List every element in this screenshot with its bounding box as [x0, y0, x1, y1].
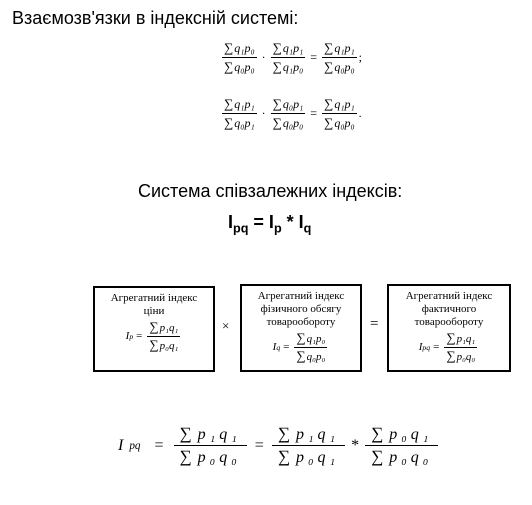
equation-1: $\frac{\text{∑q₁p₀}}{\text{∑q₀p₀}}$ · $\frac{\text{∑q₁p₁}}{\text{∑q₁p₀}}$ = $\frac{\text{∑q₁p₁}}{\text{∑q₀p₀}}$ ;: [224, 40, 362, 74]
main-formula: $I_{pq} = I_p * I_q$: [228, 212, 312, 236]
eq2-fraction-3: $\frac{\text{∑q₁p₁}}{\text{∑q₀p₀}}$: [324, 96, 355, 130]
turnover-index-formula: I pq = $\frac{\text{∑p₁q₁}}{\text{∑p₀q₀}}$: [418, 330, 476, 363]
eq2-fraction-1: $\frac{\text{∑q₁p₁}}{\text{∑q₀p₁}}$: [224, 96, 255, 130]
expanded-formula: I pq = $\frac{\text{∑ p₁q₁}}{\text{∑ p₀q₀}}$ = $\frac{\text{∑ p₁q₁}}{\text{∑ p₀q₁}}$ * $\frac{\text{∑ p₀q₁}}{\text{∑ p₀q₀}}$: [118, 424, 440, 467]
expanded-fraction-2: $\frac{\text{∑ p₁q₁}}{\text{∑ p₀q₁}}$: [272, 424, 345, 467]
eq1-fraction-3: $\frac{\text{∑q₁p₁}}{\text{∑q₀p₀}}$: [324, 40, 355, 74]
times-operator: ×: [222, 318, 230, 333]
equation-2: $\frac{\text{∑q₁p₁}}{\text{∑q₀p₁}}$ · $\frac{\text{∑q₀p₁}}{\text{∑q₀p₀}}$ = $\frac{\text{∑q₁p₁}}{\text{∑q₀p₀}}$ .: [224, 96, 362, 130]
quantity-index-box: Агрегатний індекс фізичного обсягу товарообороту I q = $\frac{\text{∑q₁p₀}}{\text{∑q₀p₀}}$: [240, 284, 362, 372]
turnover-index-box: Агрегатний індекс фактичного товарообороту I pq = $\frac{\text{∑p₁q₁}}{\text{∑p₀q₀}}$: [387, 284, 511, 372]
eq2-fraction-2: $\frac{\text{∑q₀p₁}}{\text{∑q₀p₀}}$: [272, 96, 304, 130]
price-index-box: Агрегатний індекс ціни I p = $\frac{\text{∑p₁q₁}}{\text{∑p₀q₁}}$: [93, 286, 215, 372]
page-title: Взаємозв'язки в індексній системі:: [12, 8, 299, 28]
expanded-fraction-1: $\frac{\text{∑ p₁q₁}}{\text{∑ p₀q₀}}$: [174, 424, 247, 467]
equals-operator: =: [370, 316, 379, 332]
expanded-fraction-3: $\frac{\text{∑ p₀q₁}}{\text{∑ p₀q₀}}$: [365, 424, 438, 467]
eq1-fraction-1: $\frac{\text{∑q₁p₀}}{\text{∑q₀p₀}}$: [224, 40, 255, 74]
eq1-fraction-2: $\frac{\text{∑q₁p₁}}{\text{∑q₁p₀}}$: [272, 40, 304, 74]
quantity-index-formula: I q = $\frac{\text{∑q₁p₀}}{\text{∑q₀p₀}}$: [272, 330, 326, 363]
section-subtitle: Система співзалежних індексів:: [138, 181, 403, 201]
price-index-formula: I p = $\frac{\text{∑p₁q₁}}{\text{∑p₀q₁}}$: [125, 319, 179, 352]
